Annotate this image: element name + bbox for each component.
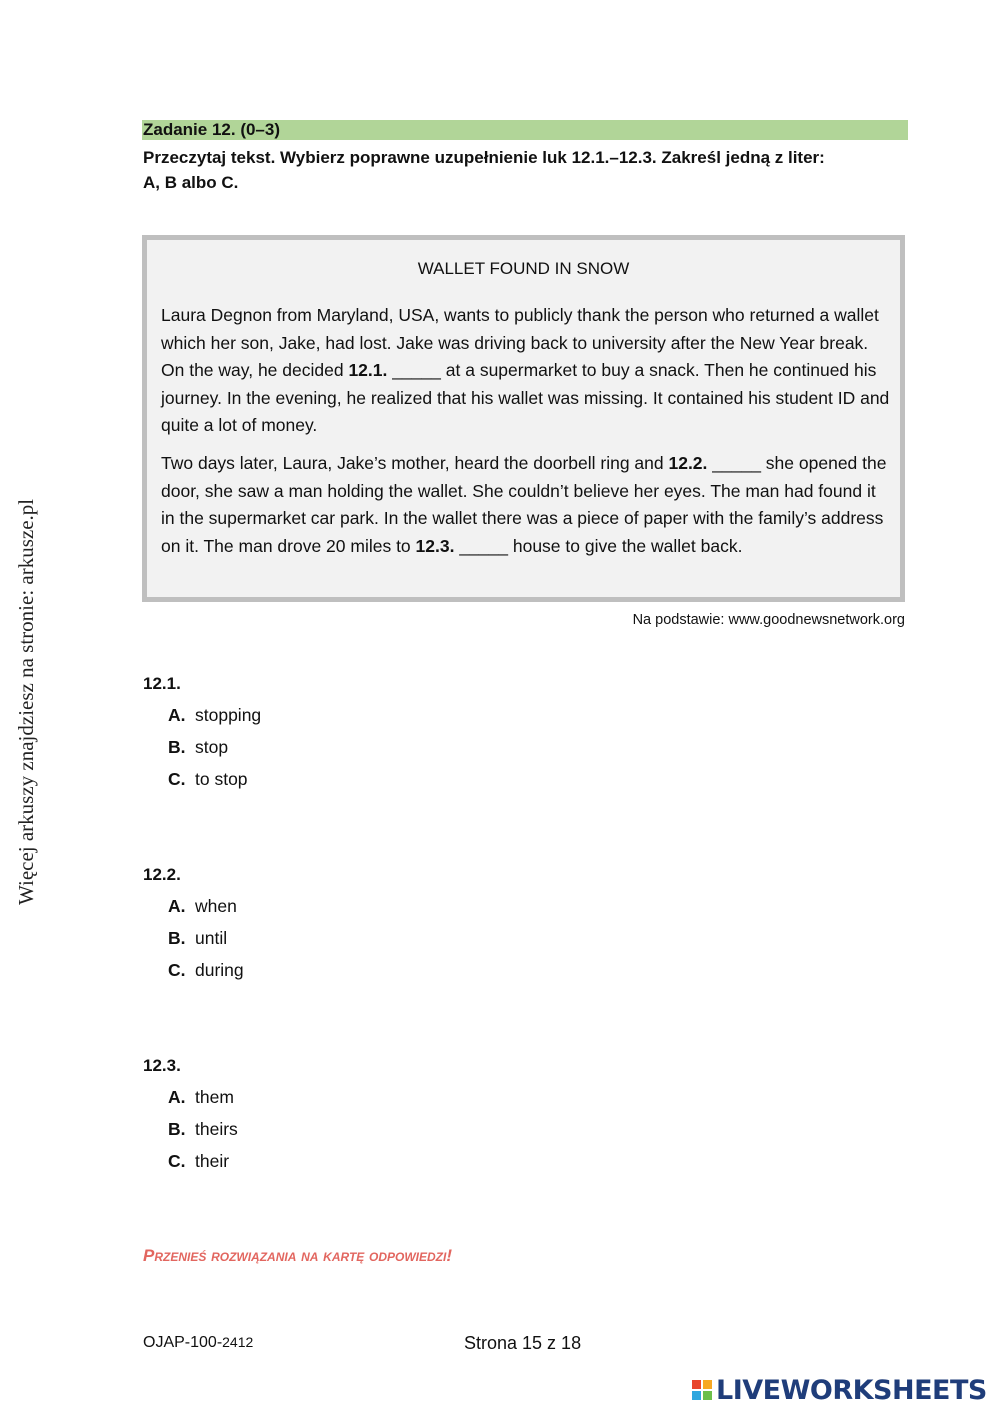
paragraph-2-part-b: _____ she opened the door, she saw a man holding the wallet. She couldn’t believe her eyes. The man had found it in the supermarket car park. In the wallet there was a piece of paper with the family’s address on it. The man drove 20 miles to bbox=[161, 453, 887, 556]
logo-square-blue bbox=[692, 1391, 701, 1400]
option-text: to stop bbox=[195, 769, 248, 789]
answer-option[interactable] bbox=[168, 1086, 238, 1118]
question-12-1 bbox=[143, 674, 261, 800]
question-number: 12.1. bbox=[143, 674, 181, 693]
side-watermark-text: Więcej arkuszy znajdziesz na stronie: arkusze.pl bbox=[14, 498, 38, 905]
text-paragraph-1 bbox=[161, 302, 891, 440]
option-text: stop bbox=[195, 737, 229, 757]
gap-12-3: 12.3. bbox=[415, 535, 455, 556]
exam-code-prefix: OJAP-100- bbox=[143, 1334, 223, 1351]
text-source: Na podstawie: www.goodnewsnetwork.org bbox=[632, 612, 905, 628]
option-text: when bbox=[195, 896, 237, 916]
question-12-3 bbox=[143, 1056, 238, 1182]
logo-text: LIVEWORKSHEETS bbox=[716, 1374, 987, 1406]
option-letter[interactable]: A. bbox=[168, 896, 186, 916]
option-text: until bbox=[195, 928, 228, 948]
option-letter[interactable]: C. bbox=[168, 769, 186, 789]
reading-text-box bbox=[142, 235, 905, 602]
answer-option[interactable] bbox=[168, 736, 261, 768]
gap-12-1: 12.1. bbox=[348, 360, 388, 380]
answer-option[interactable] bbox=[168, 768, 261, 800]
paragraph-1-part-a: Laura Degnon from Maryland, USA, wants to publicly thank the person who returned a wallet which her son, Jake, had lost. Jake was driving back to university after the New Year break. On the way, he decided bbox=[161, 305, 879, 380]
answer-option[interactable] bbox=[168, 1150, 238, 1182]
paragraph-2-part-a: Two days later, Laura, Jake’s mother, heard the doorbell ring and bbox=[161, 453, 669, 473]
gap-12-2: 12.2. bbox=[668, 453, 708, 473]
question-number: 12.3. bbox=[143, 1056, 181, 1075]
option-text: them bbox=[195, 1087, 234, 1107]
task-header: Zadanie 12. (0–3) bbox=[142, 120, 908, 140]
page-number: Strona 15 z 18 bbox=[464, 1333, 582, 1353]
option-letter[interactable]: C. bbox=[168, 1151, 186, 1171]
answer-option[interactable] bbox=[168, 959, 244, 991]
instruction-line-1: Przeczytaj tekst. Wybierz poprawne uzupełnienie luk 12.1.–12.3. Zakreśl jedną z liter: bbox=[143, 148, 825, 167]
text-paragraph-2 bbox=[161, 450, 891, 560]
logo-square-green bbox=[703, 1391, 712, 1400]
option-letter[interactable]: B. bbox=[168, 737, 186, 757]
logo-square-red bbox=[692, 1380, 701, 1389]
exam-code bbox=[143, 1334, 253, 1352]
transfer-answers-reminder: Przenieś rozwiązania na kartę odpowiedzi! bbox=[143, 1246, 452, 1265]
answer-option[interactable] bbox=[168, 895, 244, 927]
answer-option[interactable] bbox=[168, 1118, 238, 1150]
liveworksheets-logo bbox=[692, 1375, 987, 1405]
logo-square-orange bbox=[703, 1380, 712, 1389]
option-letter[interactable]: B. bbox=[168, 1119, 186, 1139]
option-text: their bbox=[195, 1151, 230, 1171]
instruction-line-2: A, B albo C. bbox=[143, 173, 239, 192]
option-text: during bbox=[195, 960, 244, 980]
option-letter[interactable]: A. bbox=[168, 1087, 186, 1107]
liveworksheets-icon bbox=[692, 1380, 712, 1400]
question-12-2 bbox=[143, 865, 244, 991]
paragraph-1-part-b: _____ at a supermarket to buy a snack. Then he continued his journey. In the evening, he realized that his wallet was missing. It contained his student ID and quite a lot of money. bbox=[161, 360, 890, 435]
answer-option[interactable] bbox=[168, 927, 244, 959]
option-letter[interactable]: C. bbox=[168, 960, 186, 980]
option-letter[interactable]: B. bbox=[168, 928, 186, 948]
option-text: theirs bbox=[195, 1119, 238, 1139]
text-title: WALLET FOUND IN SNOW bbox=[417, 259, 630, 278]
option-text: stopping bbox=[195, 705, 262, 725]
paragraph-2-part-c: _____ house to give the wallet back. bbox=[454, 535, 743, 556]
question-number: 12.2. bbox=[143, 865, 181, 884]
option-letter[interactable]: A. bbox=[168, 705, 186, 725]
exam-code-suffix: 2412 bbox=[222, 1334, 254, 1350]
task-instruction bbox=[143, 145, 913, 195]
answer-option[interactable] bbox=[168, 704, 261, 736]
